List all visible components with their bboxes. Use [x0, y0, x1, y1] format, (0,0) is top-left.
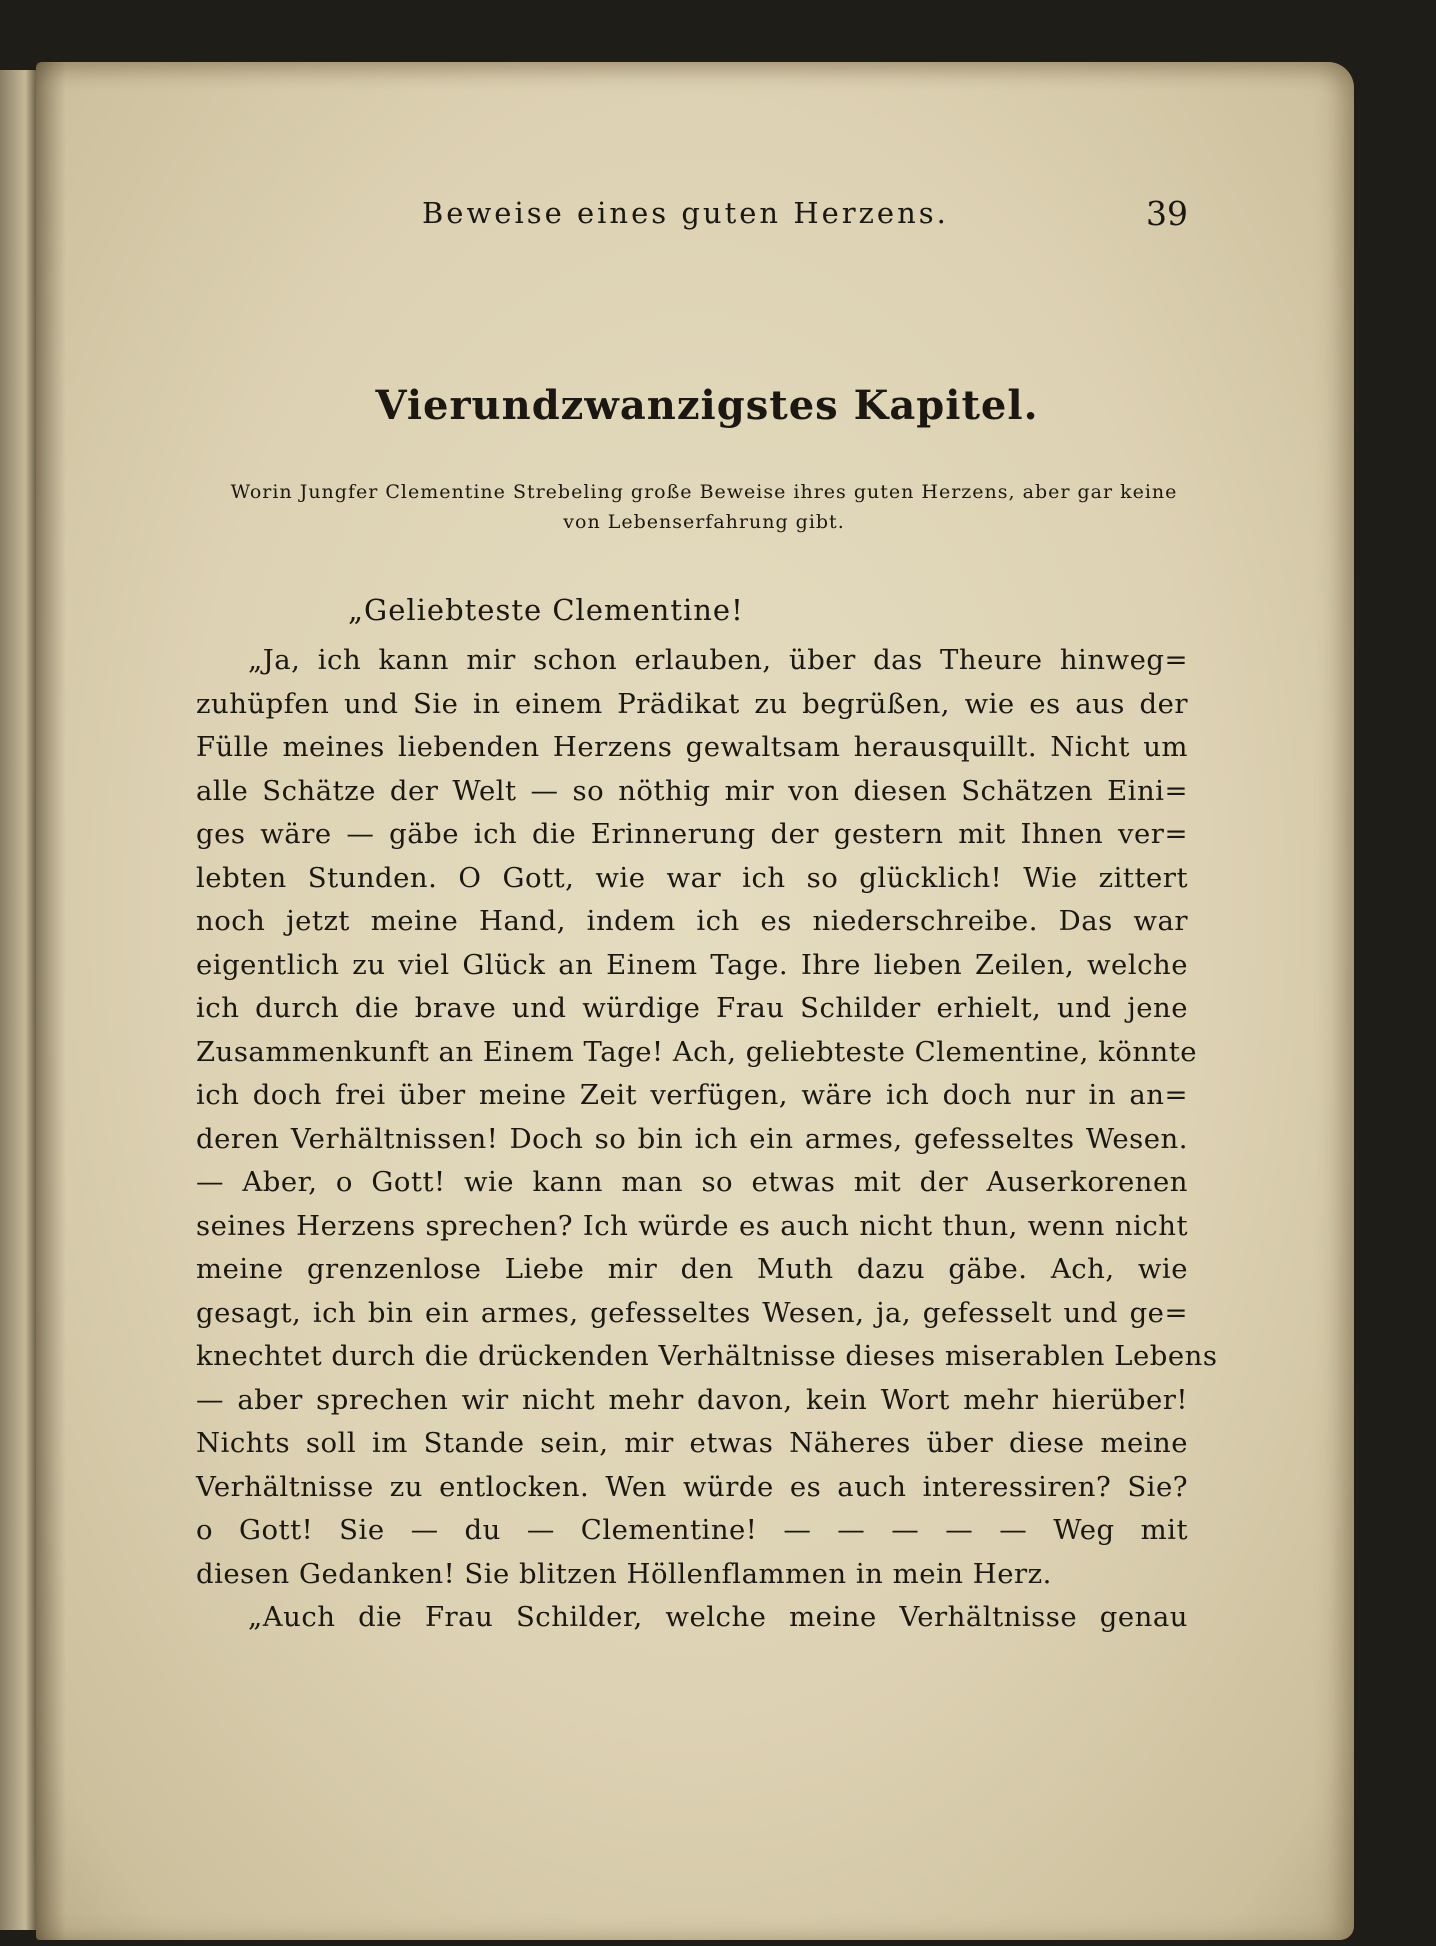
- running-header: [196, 196, 1188, 248]
- text-line: knechtet durch die drückenden Verhältnisse dieses miserablen Lebens: [196, 1340, 1218, 1372]
- text-line: Zusammenkunft an Einem Tage! Ach, geliebteste Clementine, könnte: [196, 1035, 1198, 1068]
- chapter-summary-line: Worin Jungfer Clementine Strebeling große Beweise ihres guten Herzens, aber gar keine: [230, 481, 1178, 503]
- text-line: noch jetzt meine Hand, indem ich es niederschreibe. Das war: [196, 905, 1188, 937]
- running-title: Beweise eines guten Herzens.: [422, 196, 949, 230]
- letter-greeting: „Geliebteste Clementine!: [348, 593, 744, 627]
- text-line: „Auch die Frau Schilder, welche meine Verhältnisse genau: [248, 1601, 1188, 1633]
- text-line: lebten Stunden. O Gott, wie war ich so glücklich! Wie zittert: [196, 861, 1188, 894]
- gutter-shadow: [36, 62, 66, 1940]
- text-line: — aber sprechen wir nicht mehr davon, kein Wort mehr hierüber!: [196, 1383, 1188, 1416]
- text-line: — Aber, o Gott! wie kann man so etwas mit der Auserkorenen: [196, 1166, 1188, 1198]
- text-line: o Gott! Sie — du — Clementine! — — — — — Weg mit: [196, 1514, 1188, 1546]
- facing-page-edge: [0, 70, 36, 1930]
- text-line: diesen Gedanken! Sie blitzen Höllenflammen in mein Herz.: [196, 1557, 1052, 1590]
- text-line: deren Verhältnissen! Doch so bin ich ein armes, gefesseltes Wesen.: [196, 1122, 1188, 1155]
- chapter-summary-line: von Lebenserfahrung gibt.: [563, 511, 845, 533]
- text-line: Verhältnisse zu entlocken. Wen würde es auch interessiren? Sie?: [196, 1470, 1188, 1503]
- chapter-title: Vierundzwanzigstes Kapitel.: [375, 382, 1039, 429]
- text-line: „Ja, ich kann mir schon erlauben, über das Theure hinweg=: [248, 644, 1188, 676]
- text-line: alle Schätze der Welt — so nöthig mir von diesen Schätzen Eini=: [196, 774, 1188, 807]
- text-line: ges wäre — gäbe ich die Erinnerung der gestern mit Ihnen ver=: [196, 818, 1188, 850]
- letter-body: [196, 639, 1218, 1640]
- chapter-summary: [210, 477, 1198, 537]
- text-line: zuhüpfen und Sie in einem Prädikat zu begrüßen, wie es aus der: [196, 687, 1188, 720]
- text-line: seines Herzens sprechen? Ich würde es auch nicht thun, wenn nicht: [196, 1209, 1188, 1242]
- page-number: 39: [1146, 194, 1188, 233]
- text-line: eigentlich zu viel Glück an Einem Tage. Ihre lieben Zeilen, welche: [196, 948, 1188, 981]
- text-line: ich doch frei über meine Zeit verfügen, wäre ich doch nur in an=: [196, 1079, 1188, 1111]
- text-line: ich durch die brave und würdige Frau Schilder erhielt, und jene: [196, 992, 1188, 1024]
- text-line: Fülle meines liebenden Herzens gewaltsam herausquillt. Nicht um: [196, 731, 1188, 763]
- page-content: [196, 194, 1218, 1640]
- text-line: meine grenzenlose Liebe mir den Muth dazu gäbe. Ach, wie: [196, 1253, 1188, 1285]
- text-line: Nichts soll im Stande sein, mir etwas Näheres über diese meine: [196, 1427, 1188, 1459]
- text-line: gesagt, ich bin ein armes, gefesseltes Wesen, ja, gefesselt und ge=: [196, 1296, 1188, 1329]
